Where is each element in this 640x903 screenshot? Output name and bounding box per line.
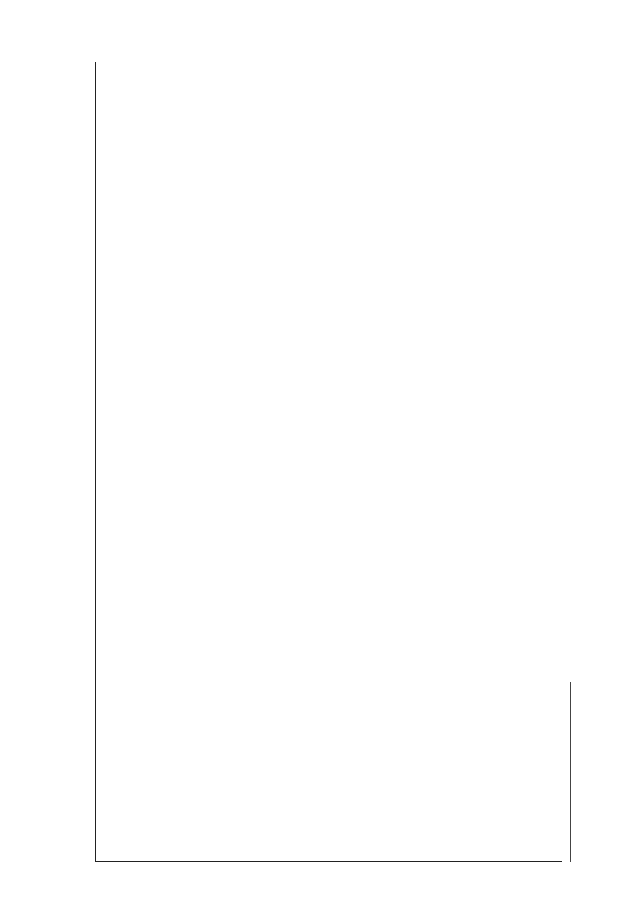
footnote-divider	[570, 682, 571, 862]
tariff-data-table	[95, 62, 562, 862]
